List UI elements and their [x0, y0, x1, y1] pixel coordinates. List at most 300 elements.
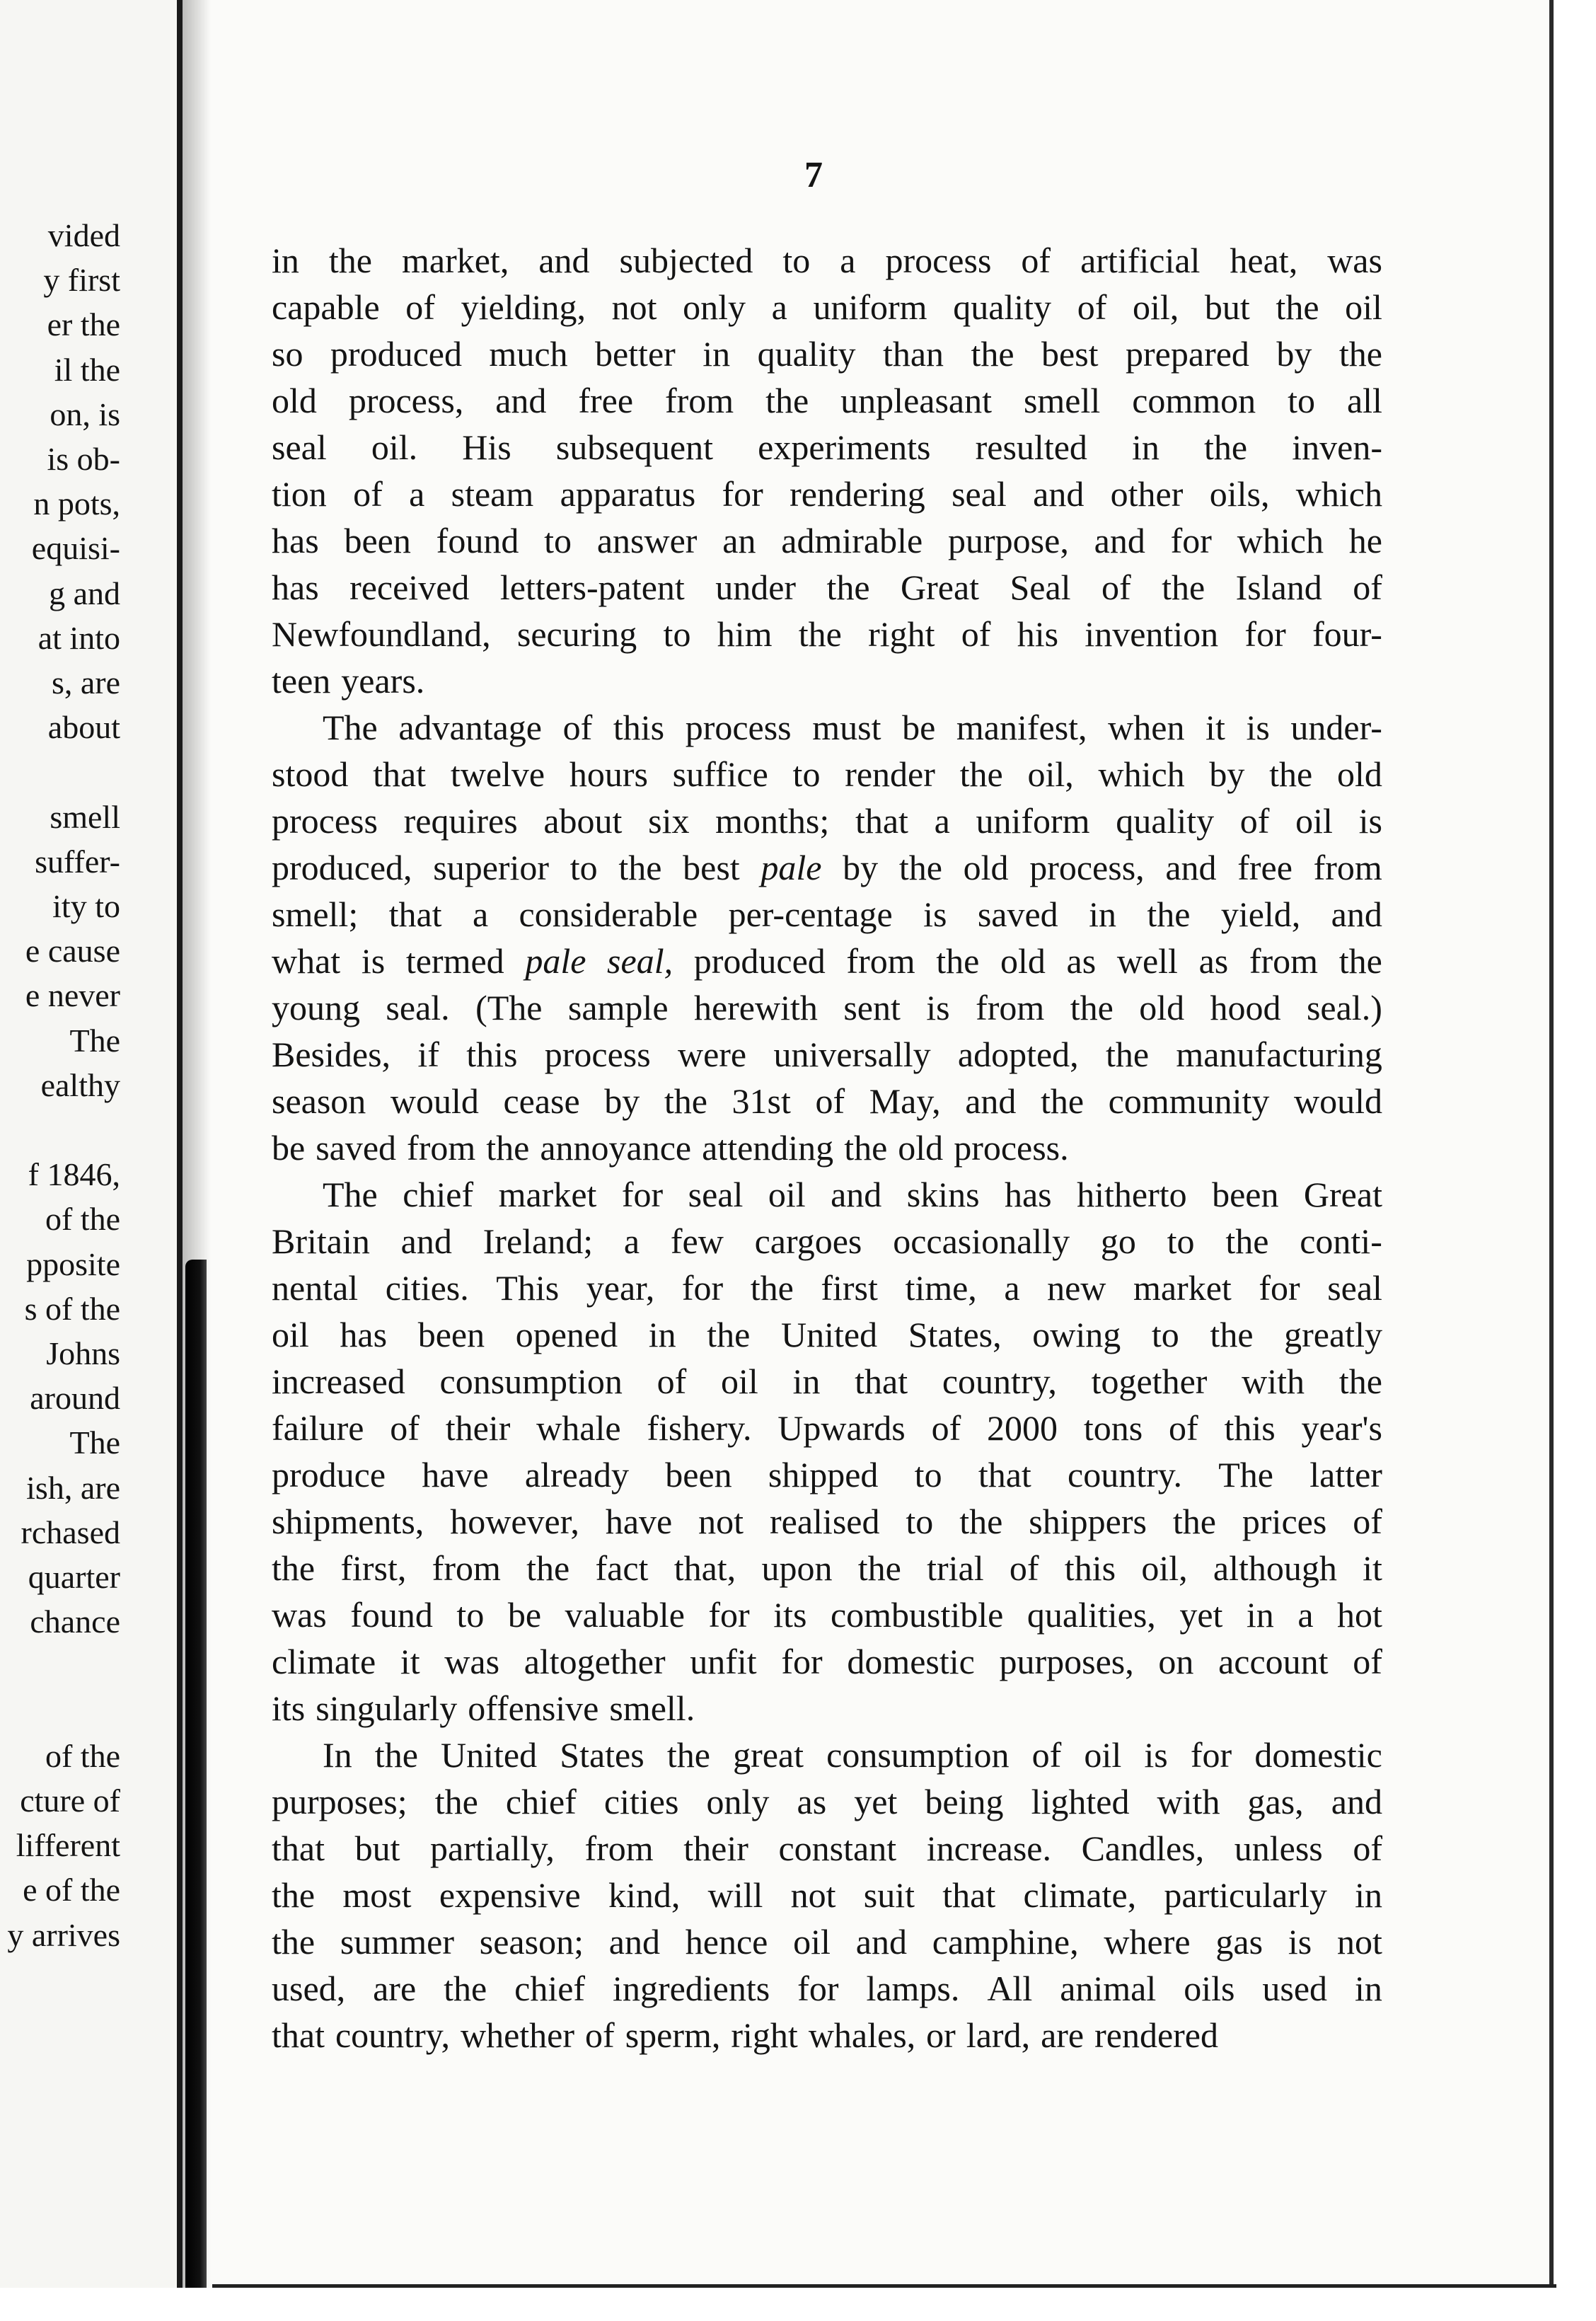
facing-page-fragment [0, 0, 177, 2321]
text-line [272, 657, 1382, 704]
word: of [961, 614, 991, 654]
word: cities [603, 1782, 679, 1821]
facing-page-line: of the [45, 1201, 120, 1238]
word: the [750, 1268, 794, 1308]
word: of [1353, 1828, 1382, 1868]
word: account [1218, 1642, 1329, 1681]
word: is [361, 941, 386, 981]
word: great [733, 1735, 804, 1775]
word: right [868, 614, 935, 654]
word: a [472, 894, 489, 934]
word: pale [761, 848, 822, 887]
word: consumption [826, 1735, 1010, 1775]
word: of [1168, 1408, 1198, 1448]
word: oils, [1209, 474, 1270, 514]
word: old [1139, 988, 1185, 1027]
word: already [524, 1455, 630, 1494]
word: it [1363, 1548, 1382, 1588]
word: sample [567, 988, 669, 1027]
word: best [1041, 334, 1099, 374]
word: uniform [813, 287, 927, 327]
word: the [971, 334, 1014, 374]
word: increase. [926, 1828, 1051, 1868]
word: market [498, 1175, 597, 1214]
word: oil [1295, 801, 1333, 841]
word: its [272, 1688, 306, 1728]
word: saved [316, 1128, 397, 1168]
word: is [923, 894, 947, 934]
word: for [781, 1642, 823, 1681]
word: six [648, 801, 690, 841]
word: and [1165, 848, 1217, 887]
word: be [902, 708, 936, 747]
word: the [1172, 1502, 1216, 1541]
word: of [1353, 568, 1382, 607]
text-line [272, 797, 1382, 844]
word: in [702, 334, 731, 374]
word: In [323, 1735, 352, 1775]
word: would [1293, 1081, 1382, 1121]
word: a [1004, 1268, 1020, 1308]
text-line [272, 1638, 1382, 1685]
word: the [272, 1548, 316, 1588]
word: year's [1301, 1408, 1382, 1448]
word: an [722, 521, 756, 560]
word: free [1237, 848, 1293, 887]
word: to [1288, 381, 1316, 420]
word: render [845, 754, 935, 794]
word: May, [869, 1081, 941, 1121]
word: fact [595, 1548, 649, 1588]
word: (The [475, 988, 543, 1027]
word: is [1288, 1922, 1312, 1962]
word: realised [770, 1502, 880, 1541]
word: and [400, 1221, 452, 1261]
word: found [350, 1595, 433, 1635]
facing-page-line: y first [43, 262, 120, 299]
word: process, [1029, 848, 1145, 887]
word: 2000 [987, 1408, 1058, 1448]
word: hours [569, 754, 648, 794]
word: kind, [608, 1875, 681, 1915]
word: so [272, 334, 303, 374]
facing-page-line: ish, are [26, 1469, 120, 1506]
facing-page-line: g and [49, 575, 120, 611]
word: This [496, 1268, 560, 1308]
word: yet [1179, 1595, 1223, 1635]
word: and [831, 1175, 882, 1214]
word: the [1338, 334, 1382, 374]
word: than [882, 334, 944, 374]
word: seal.) [1306, 988, 1382, 1027]
text-line [272, 1078, 1382, 1124]
word: this [613, 708, 665, 747]
word: for [1259, 1268, 1300, 1308]
word: particularly [1164, 1875, 1327, 1915]
word: country. [1068, 1455, 1183, 1494]
text-line [272, 377, 1382, 424]
word: used, [272, 1969, 346, 2008]
word: the [765, 381, 809, 420]
word: altogether [524, 1642, 666, 1681]
word: All [987, 1969, 1033, 2008]
word: unless [1234, 1828, 1323, 1868]
word: that [855, 801, 908, 841]
word: purposes, [999, 1642, 1134, 1681]
text-line [272, 751, 1382, 797]
word: the [1338, 1361, 1382, 1401]
text-line [272, 704, 1382, 751]
word: seal [1327, 1268, 1382, 1308]
word: old [963, 848, 1009, 887]
word: Ireland; [482, 1221, 594, 1261]
word: with [1242, 1361, 1305, 1401]
word: in [1355, 1875, 1382, 1915]
word: whales, [808, 2015, 916, 2055]
word: of [1353, 1642, 1382, 1681]
facing-page-line: er the [47, 306, 120, 343]
word: to [914, 1455, 942, 1494]
text-line [272, 1545, 1382, 1591]
word: or [926, 2015, 956, 2055]
facing-page-line: e never [25, 977, 120, 1014]
word: domestic [847, 1642, 975, 1681]
word: universally [773, 1035, 931, 1074]
word: process [885, 241, 992, 280]
text-line [272, 1685, 1382, 1732]
word: of [562, 708, 593, 747]
word: of [1031, 1735, 1062, 1775]
word: whether [460, 2015, 575, 2055]
word: years. [341, 661, 425, 701]
facing-page-line: quarter [28, 1559, 120, 1595]
word: shipments, [272, 1502, 424, 1541]
word: by [1276, 334, 1312, 374]
page-body [272, 237, 1382, 2058]
word: consumption [439, 1361, 623, 1401]
word: the [1040, 1081, 1085, 1121]
word: which [1098, 754, 1185, 794]
text-line [272, 1498, 1382, 1545]
word: that [373, 754, 427, 794]
word: the [826, 568, 870, 607]
text-line [272, 844, 1382, 891]
word: tons [1083, 1408, 1143, 1448]
word: it [400, 1642, 420, 1681]
word: Great [1303, 1175, 1382, 1214]
word: teen [272, 661, 331, 701]
scan-margin-right [1554, 0, 1596, 2321]
word: to [792, 754, 821, 794]
word: subjected [619, 241, 753, 280]
word: artificial [1080, 241, 1201, 280]
word: admirable [781, 521, 923, 560]
word: yet [854, 1782, 898, 1821]
word: been [665, 1455, 732, 1494]
word: new [1047, 1268, 1106, 1308]
word: from [584, 1828, 654, 1868]
word: sent [843, 988, 901, 1027]
word: a [623, 1221, 640, 1261]
word: will [707, 1875, 763, 1915]
word: of [1021, 241, 1051, 280]
word: this [1064, 1548, 1116, 1588]
text-line [272, 564, 1382, 611]
word: from [1313, 848, 1382, 887]
word: steam [451, 474, 534, 514]
word: invention [1085, 614, 1219, 654]
word: advantage [398, 708, 542, 747]
word: found [436, 521, 519, 560]
word: attending [702, 1128, 834, 1168]
word: a [409, 474, 425, 514]
word: for [1244, 614, 1286, 654]
word: four- [1312, 614, 1382, 654]
word: of [585, 2015, 615, 2055]
word: letters-patent [499, 568, 685, 607]
word: The [323, 1175, 378, 1214]
word: uniform [976, 801, 1090, 841]
word: most [342, 1875, 412, 1915]
word: greatly [1284, 1315, 1382, 1354]
word: expensive [439, 1875, 581, 1915]
paragraph [272, 1171, 1382, 1732]
word: to [544, 521, 572, 560]
word: is [1144, 1735, 1168, 1775]
word: oils [1184, 1969, 1235, 2008]
word: manifest, [956, 708, 1087, 747]
facing-page-line: s, are [51, 664, 120, 701]
facing-page-line: Johns [46, 1335, 120, 1371]
word: whale [536, 1408, 621, 1448]
word: is [1246, 708, 1270, 747]
text-line [272, 1918, 1382, 1965]
word: smell [1023, 381, 1101, 420]
word: of [1353, 1502, 1382, 1541]
word: pale [525, 941, 586, 981]
word: owing [1032, 1315, 1121, 1354]
text-line [272, 284, 1382, 330]
word: young [272, 988, 360, 1027]
word: from [1249, 941, 1319, 981]
word: from [432, 1548, 501, 1588]
word: yield, [1220, 894, 1301, 934]
word: his [1017, 614, 1059, 654]
word: capable [272, 287, 380, 327]
facing-page-line: il the [54, 351, 120, 388]
word: unfit [690, 1642, 757, 1681]
word: the [798, 614, 842, 654]
word: increased [272, 1361, 405, 1401]
word: lard, [966, 2015, 1031, 2055]
word: failure [272, 1408, 364, 1448]
word: chief [505, 1782, 577, 1821]
text-line [272, 517, 1382, 564]
word: hitherto [1077, 1175, 1187, 1214]
paragraph [272, 704, 1382, 1171]
word: produced, [272, 848, 412, 887]
text-line [272, 1358, 1382, 1405]
word: in [792, 1361, 821, 1401]
word: the [486, 1128, 530, 1168]
word: produced [330, 334, 462, 374]
word: His [462, 427, 511, 467]
word: that [942, 1875, 996, 1915]
word: under [715, 568, 797, 607]
word: however, [450, 1502, 579, 1541]
word: and [1094, 521, 1145, 560]
word: common [1132, 381, 1256, 420]
word: suit [863, 1875, 915, 1915]
text-line [272, 891, 1382, 938]
word: termed [405, 941, 504, 981]
word: be [272, 1128, 306, 1168]
word: a [840, 241, 856, 280]
word: not [790, 1875, 836, 1915]
word: oil [272, 1315, 309, 1354]
word: gas [1215, 1922, 1264, 1962]
text-line [272, 1265, 1382, 1311]
word: seal [688, 1175, 744, 1214]
word: with [1157, 1782, 1220, 1821]
word: Island [1235, 568, 1322, 607]
text-line [272, 330, 1382, 377]
text-line [272, 1451, 1382, 1498]
word: of [815, 1081, 845, 1121]
text-line [272, 1405, 1382, 1451]
word: ingredients [613, 1969, 770, 2008]
paragraph [272, 237, 1382, 704]
word: was [444, 1642, 500, 1681]
word: for [1190, 1735, 1232, 1775]
word: resulted [975, 427, 1087, 467]
facing-page-line: y arrives [7, 1916, 120, 1953]
word: trial [927, 1548, 984, 1588]
word: the [272, 1922, 316, 1962]
word: cease [503, 1081, 580, 1121]
text-line [272, 237, 1382, 284]
word: the [1269, 754, 1313, 794]
word: process [544, 1035, 651, 1074]
word: all [1346, 381, 1382, 420]
word: to [1167, 1221, 1195, 1261]
word: old [1336, 754, 1382, 794]
word: qualities, [1027, 1595, 1156, 1635]
facing-page-line: pposite [26, 1245, 120, 1282]
word: would [390, 1081, 479, 1121]
word: of [1009, 1548, 1039, 1588]
word: adopted, [957, 1035, 1079, 1074]
word: be [507, 1595, 542, 1635]
word: subsequent [555, 427, 714, 467]
word: about [543, 801, 623, 841]
word: the [959, 1502, 1003, 1541]
text-line [272, 1171, 1382, 1218]
word: oil. [371, 427, 418, 467]
word: the [1225, 1221, 1269, 1261]
word: has [272, 521, 319, 560]
word: seal. [386, 988, 450, 1027]
word: this [466, 1035, 518, 1074]
facing-page-line: chance [30, 1603, 120, 1640]
word: the [1276, 287, 1319, 327]
word: The [1218, 1455, 1273, 1494]
word: free [578, 381, 634, 420]
word: hot [1337, 1595, 1382, 1635]
word: are [373, 1969, 417, 2008]
word: fishery. [647, 1408, 752, 1448]
word: skins [906, 1175, 980, 1214]
word: has [1004, 1175, 1052, 1214]
word: oil [720, 1361, 758, 1401]
word: constant [778, 1828, 897, 1868]
word: the [959, 754, 1003, 794]
word: months; [715, 801, 830, 841]
word: latter [1309, 1455, 1382, 1494]
word: but [354, 1828, 400, 1868]
word: to [663, 614, 691, 654]
word: the [707, 1315, 751, 1354]
word: summer [340, 1922, 454, 1962]
word: been [344, 521, 411, 560]
word: their [445, 1408, 511, 1448]
text-line [272, 1031, 1382, 1078]
word: the [1210, 1315, 1254, 1354]
text-line [272, 2012, 1382, 2058]
facing-page-line: The [69, 1022, 120, 1059]
binding-shadow [185, 1260, 207, 2321]
word: that [855, 1361, 908, 1401]
text-line [272, 611, 1382, 657]
word: the [857, 1548, 901, 1588]
word: when [1108, 708, 1185, 747]
word: Seal [1010, 568, 1071, 607]
word: the [666, 1735, 710, 1775]
word: that [978, 1455, 1031, 1494]
word: superior [433, 848, 550, 887]
word: this [1224, 1408, 1276, 1448]
word: quality [1116, 801, 1215, 841]
word: lighted [1031, 1782, 1130, 1821]
word: seal, [607, 941, 673, 981]
word: gas, [1247, 1782, 1304, 1821]
word: process. [954, 1128, 1069, 1168]
facing-page-line: e cause [25, 933, 120, 969]
word: per-centage [728, 894, 893, 934]
word: where [1104, 1922, 1191, 1962]
text-line [272, 1825, 1382, 1872]
word: tion [272, 474, 327, 514]
word: cities. [385, 1268, 469, 1308]
word: the [328, 241, 372, 280]
word: unpleasant [840, 381, 992, 420]
word: the [526, 1548, 570, 1588]
word: have [605, 1502, 673, 1541]
word: has [272, 568, 319, 607]
word: must [812, 708, 881, 747]
facing-page-line: n pots, [33, 485, 120, 522]
word: purposes; [272, 1782, 407, 1821]
word: well [1116, 941, 1178, 981]
page-number: 7 [804, 155, 823, 195]
word: been [417, 1315, 485, 1354]
word: it [1205, 708, 1225, 747]
word: that [388, 894, 442, 934]
word: chief [403, 1175, 474, 1214]
word: not [1336, 1922, 1382, 1962]
word: of [405, 287, 435, 327]
word: but [1204, 287, 1250, 327]
